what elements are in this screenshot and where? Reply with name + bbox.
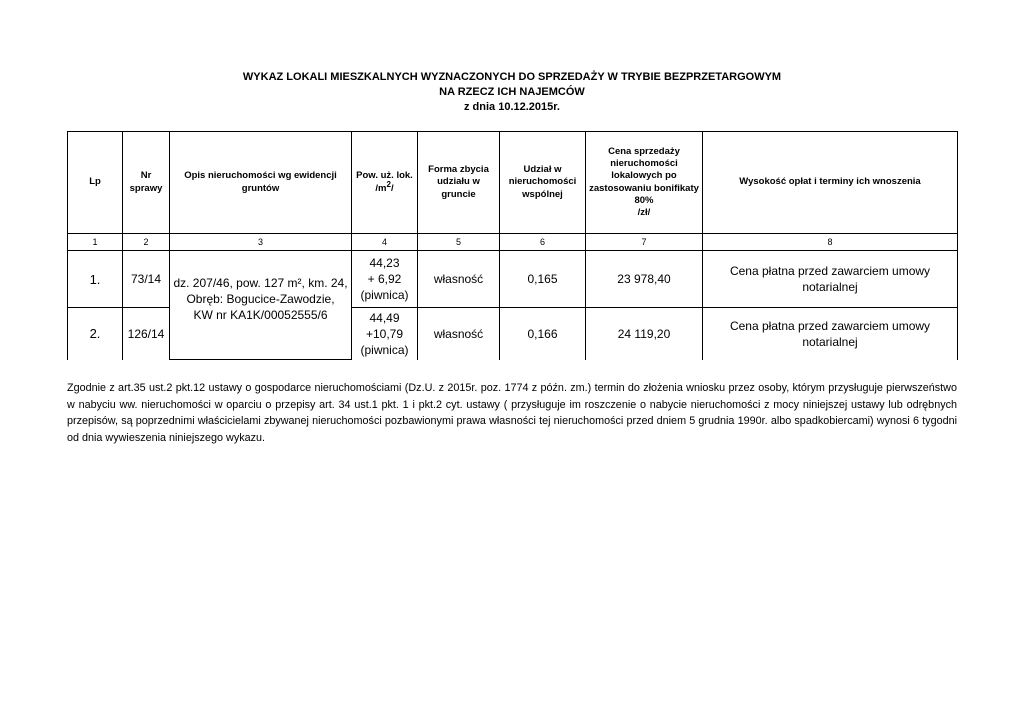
area-value: 44,23 [369, 256, 400, 270]
title-line-2: NA RZECZ ICH NAJEMCÓW [439, 86, 585, 98]
table-row [68, 251, 958, 308]
area-value: 44,49 [369, 310, 400, 325]
document-title [0, 70, 1024, 115]
row-nr-sprawy: 126/14 [123, 308, 170, 360]
header-lp: Lp [68, 132, 123, 234]
legal-notice: Zgodnie z art.35 ust.2 pkt.12 ustawy o gospodarce nieruchomościami (Dz.U. z 2015r. poz. 1774 z późn. zm.) termin do złożenia wniosku przez osoby, którym przysługuje pierwszeństwo w nabyciu ww. nieruchomości w oparciu o przepisy art. 34 ust.1 pkt. 1 i pkt.2 cyt. ustawy ( przysługuje im roszczenie o nabycie nieruchomości z mocy niniejszej ustawy lub odrębnych przepisów, są poprzednimi właścicielami zbywanej nieruchomości pozbawionymi prawa własności tej nieruchomości przed dniem 5 grudnia 1990r. albo spadkobiercami) wynosi 6 tygodni od dnia wywieszenia niniejszego wykazu. [67, 382, 957, 444]
row-udzial: 0,166 [500, 308, 586, 360]
table-header-row [68, 132, 958, 234]
row-nr-sprawy: 73/14 [123, 251, 170, 308]
column-numbers-row [68, 234, 958, 251]
header-pow-unit: /m [375, 182, 387, 194]
header-cena-unit: /zł/ [637, 207, 651, 219]
row-forma: własność [418, 308, 500, 360]
area-basement-label: (piwnica) [360, 288, 409, 302]
header-udzial: Udział w nieruchomości wspólnej [500, 132, 586, 234]
header-pow-sup: 2 [386, 179, 391, 189]
header-cena-percent: 80% [634, 194, 654, 206]
row-cena: 24 119,20 [586, 308, 703, 360]
column-number: 8 [703, 234, 958, 251]
title-line-1: WYKAZ LOKALI MIESZKALNYCH WYZNACZONYCH DO SPRZEDAŻY W TRYBIE BEZPRZETARGOWYM [242, 71, 782, 83]
header-pow-label: Pow. uż. lok. [356, 170, 413, 182]
row-udzial: 0,165 [500, 251, 586, 308]
column-number: 6 [500, 234, 586, 251]
area-basement-value: + 6,92 [367, 272, 402, 286]
description-line-1: dz. 207/46, pow. 127 m², km. 24, [173, 276, 348, 290]
row-forma: własność [418, 251, 500, 308]
row-cena: 23 978,40 [586, 251, 703, 308]
property-description [170, 251, 352, 360]
column-number: 1 [68, 234, 123, 251]
column-number: 4 [352, 234, 418, 251]
column-number: 3 [170, 234, 352, 251]
column-number: 7 [586, 234, 703, 251]
title-date: z dnia 10.12.2015r. [463, 101, 560, 113]
header-nr-sprawy: Nr sprawy [123, 132, 170, 234]
area-basement-value: +10,79 [365, 326, 404, 341]
header-cena [586, 132, 703, 234]
row-lp: 2. [68, 308, 123, 360]
column-number: 5 [418, 234, 500, 251]
header-pow [352, 132, 418, 234]
header-pow-unit-end: / [390, 182, 394, 194]
description-line-3: KW nr KA1K/00052555/6 [193, 308, 328, 322]
header-forma: Forma zbycia udziału w gruncie [418, 132, 500, 234]
row-area [352, 251, 418, 308]
area-basement-label: (piwnica) [360, 342, 409, 357]
row-wysokosc: Cena płatna przed zawarciem umowy notarialnej [703, 251, 958, 308]
row-wysokosc: Cena płatna przed zawarciem umowy notarialnej [703, 308, 958, 360]
row-area [352, 308, 418, 360]
header-cena-label: Cena sprzedaży nieruchomości lokalowych po zastosowaniu bonifikaty [589, 145, 699, 194]
description-line-2: Obręb: Bogucice-Zawodzie, [186, 292, 335, 306]
row-lp: 1. [68, 251, 123, 308]
column-number: 2 [123, 234, 170, 251]
header-opis: Opis nieruchomości wg ewidencji gruntów [170, 132, 352, 234]
header-wysokosc: Wysokość opłat i terminy ich wnoszenia [703, 132, 958, 234]
property-table [67, 131, 958, 360]
